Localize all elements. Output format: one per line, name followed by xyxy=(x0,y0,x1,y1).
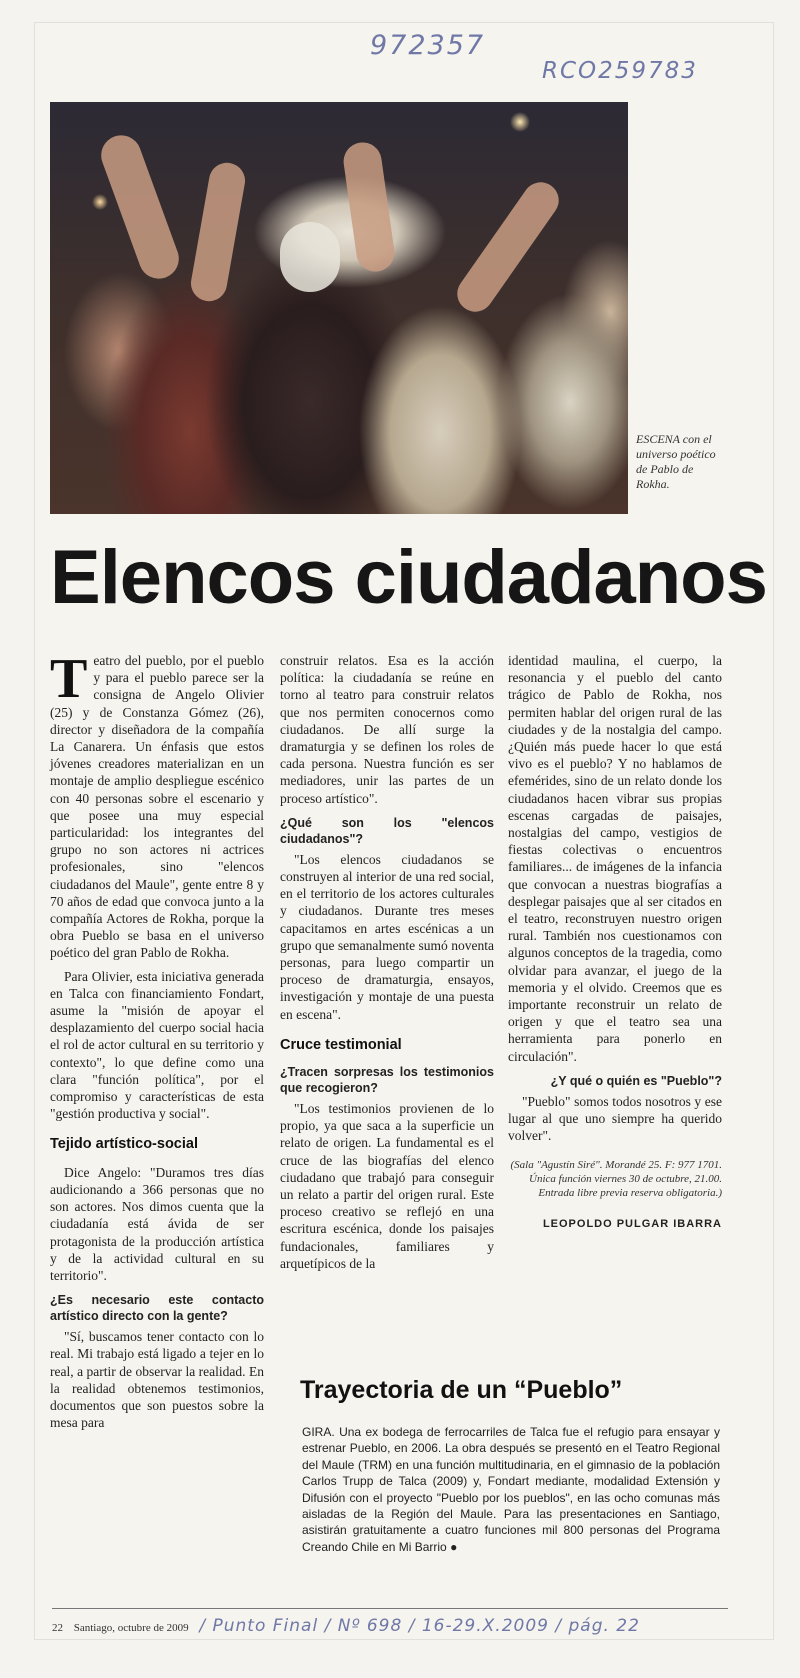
interview-question: ¿Tracen sorpresas los testimonios que recogieron? xyxy=(280,1065,494,1096)
interview-question: ¿Qué son los "elencos ciudadanos"? xyxy=(280,815,494,846)
paragraph: "Sí, buscamos tener contacto con lo real. Mi trabajo está ligado a tejer en lo real, a partir de observar la realidad. En la realidad obtenemos testimonios, documentos que son puestos sobre la mesa para xyxy=(50,1329,264,1431)
paragraph: eatro del pueblo, por el pueblo y para el pueblo parece ser la consigna de Angelo Olivier (25) y de Constanza Gómez (26), director y diseñadora de la compañía La Canarera. Un énfasis que estos jóvenes creadores materializan en un montaje de amplio despliegue escénico con 40 personas sobre el escenario y que posee una muy especial particularidad: los integrantes del grupo no son actores ni actrices profesionales, sino "elencos ciudadanos del Maule", gente entre 8 y 70 años de edad que convoca junto a la compañía Actores de Rokha, porque la obra Pueblo se basa en el universo poético del gran Pablo de Rokha. xyxy=(50,653,264,961)
footer-rule xyxy=(52,1608,728,1609)
paragraph: Para Olivier, esta iniciativa generada en Talca con financiamiento Fondart, asume la "misión de apoyar el desplazamiento del cuerpo social hacia el rol de actor cultural en su territorio y contexto", lo que define como una clara "función política", por el compromiso y características de esta "gestión productiva y social". xyxy=(50,968,264,1122)
subheading: Tejido artístico-social xyxy=(50,1136,198,1153)
page-footer xyxy=(52,1616,728,1636)
stage-photo xyxy=(50,102,628,514)
article-column-2 xyxy=(280,652,494,1278)
drop-cap: T xyxy=(50,648,88,710)
archive-code-handwritten: RCO259783 xyxy=(542,58,698,84)
sidebar-title: Trayectoria de un “Pueblo” xyxy=(300,1376,623,1404)
event-info-note: (Sala "Agustín Siré". Morandé 25. F: 977 1701. Única función viernes 30 de octubre, 21.00. Entrada libre previa reserva obligatoria.) xyxy=(510,1159,722,1200)
paragraph: identidad maulina, el cuerpo, la resonancia y el pueblo del canto trágico de Pablo de Rokha, nos permiten hablar del origen rural de las ciudades y de la nostalgia del campo. ¿Quién más puede hacer lo que está vivo es el pueblo? Y no hablamos de efemérides, sino de un relato donde los ciudadanos hacen vibrar sus propias escenas cargadas de paisajes, nostalgias del campo, vestigios de fiestas colectivas o encuentros familiares... de imágenes de la infancia que convocan a nuestras biografías a desplegar paisajes que al ser citados en el teatro, reconstruyen nuestro origen rural. También nos cuestionamos con algunos conceptos de la tragedia, como olvidar para avanzar, el juego de la memoria y el olvido. Creemos que es importante reconstruir un relato de origen y que el teatro sea una herramienta para ponerlo en circulación". xyxy=(508,653,722,1064)
archive-number-handwritten: 972357 xyxy=(370,30,486,61)
end-mark-icon: ● xyxy=(450,1539,458,1554)
paragraph: construir relatos. Esa es la acción política: la ciudadanía se reúne en torno al teatro para construir relatos que nos permiten conocernos como ciudadanos. De allí surge la dramaturgia y se definen los roles de cada persona. Nuestra función es ser mediadores, unir las partes de un proceso artístico". xyxy=(280,653,494,806)
interview-question: ¿Es necesario este contacto artístico directo con la gente? xyxy=(50,1293,264,1324)
article-column-3 xyxy=(508,652,722,1234)
paragraph: "Los testimonios provienen de lo propio, ya que saca a la superficie un relato de origen. La fundamental es el cruce de las biografías del elenco ciudadano que trabajó para conseguir un relato a partir del origen rural. Este proceso creativo se reflejó en una escritura escénica, donde los paisajes fundacionales, familiares y arquetípicos de la xyxy=(280,1101,494,1271)
sidebar-text: GIRA. Una ex bodega de ferrocarriles de Talca fue el refugio para ensayar y estrenar Pueblo, en 2006. La obra después se presentó en el Teatro Regional del Maule (TRM) en una función multitudinaria, en el gimnasio de la población Carlos Trupp de Talca (2009) y, Fondart mediante, modalidad Extensión y Difusión con el proyecto "Pueblo por los pueblos", en las ocho comunas más aisladas de la Región del Maule. Para las presentaciones en Santiago, asistirán gratuitamente a cuatro funciones mil 800 personas del Programa Creando Chile en Mi Barrio ● xyxy=(302,1425,720,1554)
paragraph: Dice Angelo: "Duramos tres días audicionando a 366 personas que no son actores. Nos dimos cuenta que la ciudadanía está ávida de ser protagonista de la producción artística y de la actividad cultural en su territorio". xyxy=(50,1164,264,1283)
paragraph: "Pueblo" somos todos nosotros y ese lugar al que uno siempre ha querido volver". xyxy=(508,1093,722,1144)
interview-question: ¿Y qué o quién es "Pueblo"? xyxy=(550,1073,722,1088)
subheading: Cruce testimonial xyxy=(280,1036,402,1053)
footer-date: Santiago, octubre de 2009 xyxy=(73,1622,189,1634)
paragraph: "Los elencos ciudadanos se construyen al interior de una red social, en el territorio de los actores culturales y ciudadanos. Durante tres meses capacitamos en artes escénicas a un grupo que semanalmente sumó noventa personas, para luego compartir un proceso de dramaturgia, ensayos, investigación y montaje de una puesta en escena". xyxy=(280,851,494,1022)
handwritten-source-note: / Punto Final / Nº 698 / 16-29.X.2009 / pág. 22 xyxy=(199,1616,640,1636)
article-column-1 xyxy=(50,648,264,1437)
headline: Elencos ciudadanos xyxy=(50,535,767,620)
page-number: 22 xyxy=(52,1622,63,1634)
photo-caption: ESCENA con el universo poético de Pablo de Rokha. xyxy=(636,432,716,491)
author-byline: LEOPOLDO PULGAR IBARRA xyxy=(542,1218,722,1231)
